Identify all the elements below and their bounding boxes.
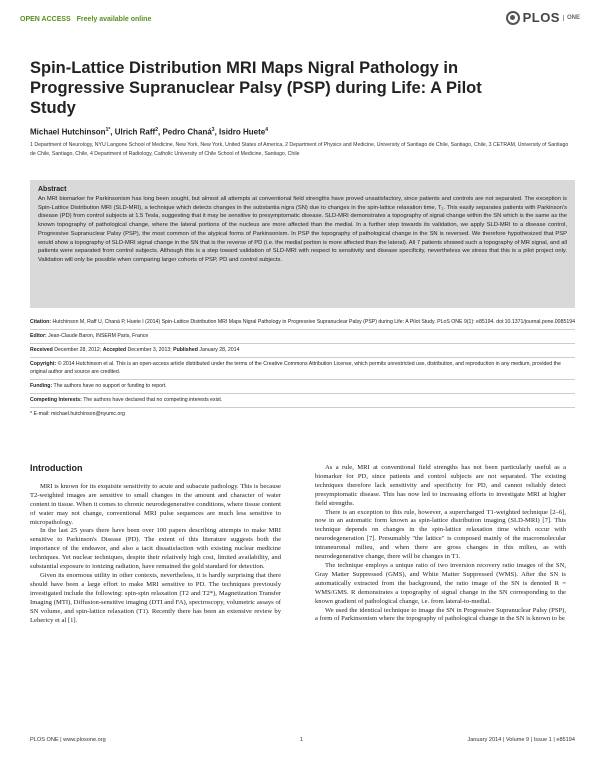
copyright-label: Copyright: bbox=[30, 361, 57, 367]
author-name: Isidro Huete bbox=[219, 127, 266, 137]
article-metadata bbox=[30, 316, 575, 421]
left-column bbox=[30, 464, 281, 625]
body-paragraph: MRI is known for its exquisite sensitivity to acute and subacute pathology. This is because T2-weighted images are sensitive to small changes in the amount and character of water content in tissue. When it comes to chronic neurodegenerative conditions, where tissue content of water may not change, conventional MRI pulse sequences are much less sensitive to micropathology. bbox=[30, 482, 281, 526]
affiliations: 1 Department of Neurology, NYU Langone School of Medicine, New York, New York, United States of America, 2 Department of Physics and Medicine, University of Santiago de Chile, Santiago, Chile, 3 CETRAM, University of Santiago de Chile, Santiago, Chile, 4 Department of Radiology, Catholic University of Chile School of Medicine, Santiago, Chile bbox=[30, 142, 569, 157]
funding-row bbox=[30, 380, 575, 394]
competing-interests-text: The authors have declared that no competing interests exist. bbox=[83, 397, 223, 403]
introduction-heading: Introduction bbox=[30, 463, 83, 473]
copyright-row bbox=[30, 358, 575, 380]
body-paragraph: In the last 25 years there have been over 100 papers describing attempts to make MRI sensitive to Parkinson's Disease (PD). The extent of this literature suggests both the importance of the endeavor, and also a tacit dissatisfaction with existing nuclear medicine techniques. Yet nuclear techniques, despite their relatively high cost, limited availability, and substantial exposure to ionizing radiation, have remained the gold standard for detection. bbox=[30, 527, 281, 571]
abstract-text: An MRI biomarker for Parkinsonism has long been sought, but almost all attempts at conventional field strengths have proved unsatisfactory, since patients and controls are not separated. The exception is Spin-Lattice Distribution MRI (SLD-MRI), a technique which detects changes in the substantia nigra (SN) due to changes in the spin-lattice relaxation time, T₁. This easily separates patients with Parkinson's disease (PD) from control subjects at 1.5 Tesla, suggesting that it may be sensitive to presymptomatic disease. SLD-MRI demonstrates a topography of signal change within the SN which is the same as the known topography of pathological change, where the lateral portions of the nucleus are more affected than the medial. In a further step towards its validation, we apply SLD-MRI to a disease control, Progressive Supranuclear Palsy (PSP), the most common of the atypical forms of Parkinsonism. In PSP the topography of pathological change in the SN is reversed. We therefore hypothesized that PSP would show a topography of SLD-MRI signal change in the SN that is the reverse of PD (i.e. the medial portion is more affected than the lateral). All 7 patients showed such a topography of MR signal, and all patients were separated from control subjects. Although this is a step toward validation of SLD-MRI with respect to sensitivity and disease specificity, nevertheless we stress that this is a pilot project only. Validation will only be possible when comparing larger cohorts of PSP, PD and control subjects. bbox=[38, 196, 567, 263]
open-access-banner bbox=[20, 16, 151, 23]
abstract-heading: Abstract bbox=[38, 186, 67, 193]
footer-issue: January 2014 | Volume 9 | Issue 1 | e85194 bbox=[467, 737, 575, 743]
competing-interests-label: Competing Interests: bbox=[30, 397, 82, 403]
competing-interests-row bbox=[30, 394, 575, 408]
author-name: Michael Hutchinson bbox=[30, 127, 106, 137]
author-list: Michael Hutchinson$^{1*}$, Ulrich Raff$^2$, Pedro Chaná$^3$, Isidro Huete$^4$ bbox=[30, 127, 269, 137]
publisher-name: PLOS bbox=[522, 10, 560, 25]
journal-suffix: ONE bbox=[563, 15, 580, 21]
funding-text: The authors have no support or funding to report. bbox=[53, 383, 167, 389]
right-column bbox=[315, 464, 566, 624]
email-row bbox=[30, 408, 575, 421]
open-access-label: OPEN ACCESS bbox=[20, 16, 71, 23]
author-affiliation-marker: 1* bbox=[105, 127, 111, 133]
citation-text: Hutchinson M, Raff U, Chaná P, Huete I (2014) Spin-Lattice Distribution MRI Maps Nigral Pathology in Progressive Supranuclear Palsy (PSP) during Life: A Pilot Study. PLoS ONE 9(1): e85194. doi:10.1371/journal.pone.0085194 bbox=[52, 319, 575, 325]
plos-logo-icon bbox=[506, 11, 520, 25]
body-paragraph: The technique employs a unique ratio of two inversion recovery ratio images of the SN, Gray Matter Suppressed (GMS), and White Matter Suppressed (WMS). After the SN is automatically extracted from the background, the ratio image of the SN is denoted R = WMS/GMS. R demonstrates a topography of signal change in the SN corresponding to the known gradient of pathological change, i.e. from lateral-to-medial. bbox=[315, 561, 566, 605]
published-date: January 28, 2014 bbox=[199, 347, 240, 353]
editor-row bbox=[30, 330, 575, 344]
dates-row bbox=[30, 344, 575, 358]
received-date: December 28, 2012; bbox=[54, 347, 102, 353]
editor-text: Jean-Claude Baron, INSERM Paris, France bbox=[48, 333, 149, 339]
corresponding-email: * E-mail: michael.hutchinson@nyumc.org bbox=[30, 411, 125, 417]
accepted-label: Accepted bbox=[102, 347, 127, 353]
page-footer bbox=[30, 737, 575, 747]
funding-label: Funding: bbox=[30, 383, 53, 389]
author-name: Ulrich Raff bbox=[114, 127, 156, 137]
author-affiliation-marker: 2 bbox=[155, 127, 158, 133]
body-paragraph: We used the identical technique to image the SN in Progressive Supranuclear Palsy (PSP), a form of Parkinsonism where the topography of pathological change in the SN is known to be bbox=[315, 606, 566, 623]
citation-label: Citation: bbox=[30, 319, 52, 325]
body-paragraph: As a rule, MRI at conventional field strengths has not been particularly useful as a biomarker for PD, since patients and control subjects are not separated. The existing techniques therefore lack sensitivity and specificity for PD, and cannot reliably detect presymptomatic disease. This has now led to increasing efforts to investigate MRI at higher field strengths. bbox=[315, 464, 566, 507]
abstract-box bbox=[30, 180, 575, 308]
author-affiliation-marker: 4 bbox=[265, 127, 269, 133]
body-paragraph: There is an exception to this rule, however, a supercharged T1-weighted technique [2–6], now in an automatic form known as spin-lattice distribution imaging (SLD-MRI) [7]. This technique depends on changes in the spin-lattice relaxation time which occur with neurodegeneration [7]. Presumably "the lattice" is composed mainly of the macromolecular intraneuronal milieu, and when there are gross changes in this milieu, as with neurodegenerative change, there will be changes in T1. bbox=[315, 508, 566, 561]
freely-available-label: Freely available online bbox=[76, 16, 152, 23]
author-affiliation-marker: 3 bbox=[211, 127, 215, 133]
body-paragraph: Given its enormous utility in other contexts, nevertheless, it is hardly surprising that there should have been a large effort to make MRI sensitive to PD. The techniques previously investigated include the following: spin-spin relaxation (T2 and T2*), Magnetization Transfer Imaging (MTI), Diffusion-sensitive imaging (DTI and FA), spectroscopy, volumetric assays of SN volume, and spin-lattice relaxation (T1). Recently there has been an extensive review by Lehericy et al [1]. bbox=[30, 571, 281, 624]
citation-row bbox=[30, 316, 575, 330]
page-header bbox=[20, 8, 580, 30]
received-label: Received bbox=[30, 347, 53, 353]
footer-journal: PLOS ONE | www.plosone.org bbox=[30, 737, 106, 743]
accepted-date: December 3, 2013; bbox=[127, 347, 172, 353]
page-number: 1 bbox=[300, 737, 304, 743]
article-title: Spin-Lattice Distribution MRI Maps Nigral Pathology in Progressive Supranuclear Palsy (PSP) during Life: A Pilot Study bbox=[30, 59, 482, 117]
author-name: Pedro Chaná bbox=[162, 127, 212, 137]
published-label: Published bbox=[173, 347, 198, 353]
editor-label: Editor: bbox=[30, 333, 47, 339]
plos-one-logo bbox=[506, 10, 580, 25]
copyright-text: © 2014 Hutchinson et al. This is an open-access article distributed under the terms of the Creative Commons Attribution License, which permits unrestricted use, distribution, and reproduction in any medium, provided the original author and source are credited. bbox=[30, 361, 561, 375]
